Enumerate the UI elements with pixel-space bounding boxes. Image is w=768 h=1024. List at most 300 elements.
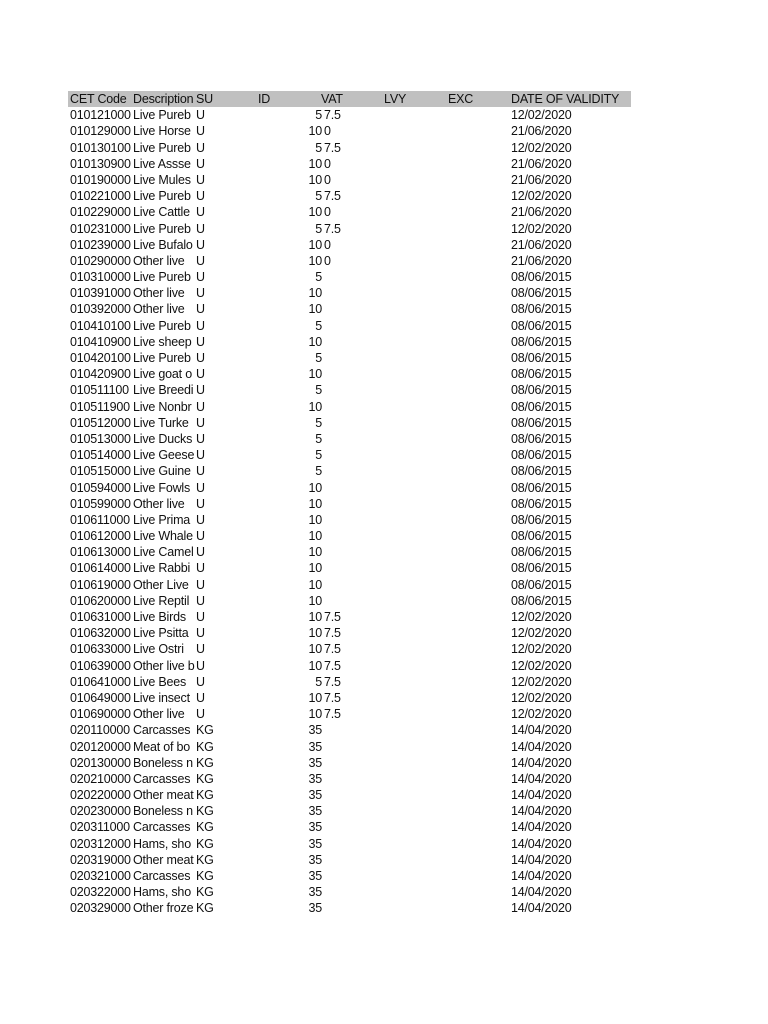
cell-vat: 7.5 bbox=[324, 674, 341, 689]
table-row bbox=[68, 577, 631, 593]
cell-description: Other live bbox=[133, 496, 185, 511]
cell-cet-code: 010514000 bbox=[70, 448, 131, 463]
table-row bbox=[68, 463, 631, 479]
cell-date-of-validity: 14/04/2020 bbox=[511, 771, 572, 786]
cell-date-of-validity: 08/06/2015 bbox=[511, 334, 572, 349]
cell-description: Live Assse bbox=[133, 156, 191, 171]
cell-su: U bbox=[196, 658, 205, 673]
cell-id: 10 bbox=[308, 367, 322, 382]
table-row bbox=[68, 819, 631, 835]
cell-id: 10 bbox=[308, 658, 322, 673]
cell-date-of-validity: 14/04/2020 bbox=[511, 836, 572, 851]
cell-id: 35 bbox=[308, 885, 322, 900]
cell-su: U bbox=[196, 415, 205, 430]
cell-id: 10 bbox=[308, 577, 322, 592]
cell-su: KG bbox=[196, 885, 214, 900]
table-row bbox=[68, 382, 631, 398]
cell-description: Carcasses bbox=[133, 869, 191, 883]
cell-description: Other meat bbox=[133, 852, 194, 867]
cell-date-of-validity: 12/02/2020 bbox=[511, 658, 572, 673]
cell-id: 35 bbox=[308, 836, 322, 851]
cell-id: 10 bbox=[308, 253, 322, 268]
cell-vat: 0 bbox=[324, 205, 331, 220]
cell-su: U bbox=[196, 593, 205, 608]
tariff-table bbox=[68, 91, 631, 917]
cell-description: Other Live bbox=[133, 577, 189, 592]
table-row bbox=[68, 560, 631, 576]
cell-su: KG bbox=[196, 836, 214, 851]
cell-su: U bbox=[196, 480, 205, 495]
cell-date-of-validity: 12/02/2020 bbox=[511, 707, 572, 722]
cell-date-of-validity: 08/06/2015 bbox=[511, 351, 572, 365]
cell-id: 35 bbox=[308, 869, 322, 883]
table-row bbox=[68, 431, 631, 447]
table-row bbox=[68, 739, 631, 755]
cell-cet-code: 020120000 bbox=[70, 739, 131, 754]
cell-date-of-validity: 12/02/2020 bbox=[511, 108, 572, 123]
cell-description: Live Guine bbox=[133, 464, 191, 479]
table-row bbox=[68, 900, 631, 916]
header-lvy: LVY bbox=[384, 92, 407, 106]
cell-id: 10 bbox=[308, 172, 322, 187]
cell-description: Live Pureb bbox=[133, 351, 191, 365]
table-row bbox=[68, 334, 631, 350]
cell-description: Live Pureb bbox=[133, 108, 191, 123]
table-row bbox=[68, 593, 631, 609]
cell-id: 10 bbox=[308, 156, 322, 171]
cell-date-of-validity: 12/02/2020 bbox=[511, 674, 572, 689]
cell-cet-code: 010130900 bbox=[70, 156, 131, 171]
cell-date-of-validity: 14/04/2020 bbox=[511, 901, 572, 916]
cell-description: Live Mules bbox=[133, 172, 191, 187]
cell-su: U bbox=[196, 399, 205, 414]
table-row bbox=[68, 755, 631, 771]
cell-id: 10 bbox=[308, 707, 322, 722]
cell-cet-code: 010641000 bbox=[70, 674, 131, 689]
table-row bbox=[68, 253, 631, 269]
cell-description: Live Bufalo bbox=[133, 237, 193, 252]
cell-su: U bbox=[196, 431, 205, 446]
cell-cet-code: 020210000 bbox=[70, 771, 131, 786]
cell-su: U bbox=[196, 253, 205, 268]
table-row bbox=[68, 318, 631, 334]
table-row bbox=[68, 674, 631, 690]
cell-description: Other meat bbox=[133, 788, 194, 803]
cell-id: 5 bbox=[315, 674, 322, 689]
cell-date-of-validity: 14/04/2020 bbox=[511, 723, 572, 738]
cell-date-of-validity: 08/06/2015 bbox=[511, 561, 572, 576]
cell-date-of-validity: 08/06/2015 bbox=[511, 318, 572, 333]
cell-date-of-validity: 21/06/2020 bbox=[511, 205, 572, 220]
table-row bbox=[68, 544, 631, 560]
table-row bbox=[68, 107, 631, 123]
cell-description: Live Fowls bbox=[133, 480, 191, 495]
cell-cet-code: 010511100 bbox=[70, 383, 129, 398]
cell-id: 35 bbox=[308, 804, 322, 819]
cell-description: Live Cattle bbox=[133, 205, 190, 220]
cell-description: Live Ducks bbox=[133, 431, 193, 446]
cell-description: Carcasses bbox=[133, 771, 191, 786]
cell-description: Other live bbox=[133, 286, 185, 301]
table-row bbox=[68, 221, 631, 237]
cell-cet-code: 010229000 bbox=[70, 205, 131, 220]
cell-su: U bbox=[196, 140, 205, 155]
header-description: Description bbox=[133, 92, 194, 106]
cell-cet-code: 010613000 bbox=[70, 545, 131, 560]
cell-su: U bbox=[196, 512, 205, 527]
cell-cet-code: 020321000 bbox=[70, 869, 131, 883]
cell-id: 35 bbox=[308, 820, 322, 835]
table-row bbox=[68, 787, 631, 803]
table-row bbox=[68, 447, 631, 463]
cell-id: 10 bbox=[308, 480, 322, 495]
cell-vat: 0 bbox=[324, 172, 331, 187]
cell-description: Other live bbox=[133, 253, 185, 268]
table-row bbox=[68, 237, 631, 253]
cell-description: Hams, sho bbox=[133, 885, 191, 900]
table-row bbox=[68, 366, 631, 382]
table-row bbox=[68, 658, 631, 674]
cell-description: Carcasses bbox=[133, 723, 191, 738]
header-exc: EXC bbox=[448, 92, 474, 106]
cell-id: 10 bbox=[308, 124, 322, 139]
table-row bbox=[68, 512, 631, 528]
cell-cet-code: 010310000 bbox=[70, 270, 131, 285]
table-row bbox=[68, 852, 631, 868]
cell-su: U bbox=[196, 156, 205, 171]
cell-date-of-validity: 21/06/2020 bbox=[511, 156, 572, 171]
cell-cet-code: 010221000 bbox=[70, 189, 131, 204]
cell-cet-code: 010619000 bbox=[70, 577, 131, 592]
cell-su: U bbox=[196, 610, 205, 624]
cell-cet-code: 010594000 bbox=[70, 480, 131, 495]
cell-description: Live Ostri bbox=[133, 642, 184, 657]
table-row bbox=[68, 884, 631, 900]
cell-date-of-validity: 08/06/2015 bbox=[511, 367, 572, 382]
table-row bbox=[68, 123, 631, 139]
cell-cet-code: 010620000 bbox=[70, 593, 131, 608]
cell-description: Live Birds bbox=[133, 610, 186, 624]
cell-description: Hams, sho bbox=[133, 836, 191, 851]
cell-id: 35 bbox=[308, 852, 322, 867]
cell-date-of-validity: 08/06/2015 bbox=[511, 431, 572, 446]
cell-cet-code: 010512000 bbox=[70, 415, 131, 430]
cell-su: U bbox=[196, 334, 205, 349]
table-row bbox=[68, 771, 631, 787]
cell-description: Live goat o bbox=[133, 367, 192, 382]
cell-su: U bbox=[196, 270, 205, 285]
cell-date-of-validity: 08/06/2015 bbox=[511, 270, 572, 285]
cell-vat: 7.5 bbox=[324, 221, 341, 236]
cell-date-of-validity: 12/02/2020 bbox=[511, 626, 572, 641]
cell-su: U bbox=[196, 561, 205, 576]
cell-date-of-validity: 08/06/2015 bbox=[511, 577, 572, 592]
cell-date-of-validity: 14/04/2020 bbox=[511, 869, 572, 883]
cell-date-of-validity: 08/06/2015 bbox=[511, 448, 572, 463]
table-row bbox=[68, 609, 631, 625]
table-row bbox=[68, 706, 631, 722]
cell-cet-code: 020312000 bbox=[70, 836, 131, 851]
cell-su: U bbox=[196, 351, 205, 365]
cell-su: U bbox=[196, 545, 205, 560]
cell-id: 35 bbox=[308, 739, 322, 754]
cell-cet-code: 010129000 bbox=[70, 124, 131, 139]
table-row bbox=[68, 690, 631, 706]
cell-date-of-validity: 14/04/2020 bbox=[511, 885, 572, 900]
table-row bbox=[68, 156, 631, 172]
cell-cet-code: 010410900 bbox=[70, 334, 131, 349]
cell-cet-code: 010392000 bbox=[70, 302, 131, 317]
header-cet-code: CET Code bbox=[70, 92, 127, 106]
cell-cet-code: 020220000 bbox=[70, 788, 131, 803]
cell-cet-code: 010391000 bbox=[70, 286, 131, 301]
cell-description: Live Whale bbox=[133, 529, 193, 544]
cell-id: 5 bbox=[315, 318, 322, 333]
cell-su: U bbox=[196, 286, 205, 301]
cell-su: U bbox=[196, 108, 205, 123]
cell-su: KG bbox=[196, 804, 214, 819]
cell-cet-code: 010612000 bbox=[70, 529, 131, 544]
cell-cet-code: 010611000 bbox=[70, 512, 130, 527]
table-row bbox=[68, 350, 631, 366]
cell-date-of-validity: 21/06/2020 bbox=[511, 172, 572, 187]
cell-date-of-validity: 08/06/2015 bbox=[511, 545, 572, 560]
table-body bbox=[68, 107, 631, 916]
table-row bbox=[68, 528, 631, 544]
cell-id: 10 bbox=[308, 512, 322, 527]
cell-cet-code: 010515000 bbox=[70, 464, 131, 479]
cell-su: KG bbox=[196, 901, 214, 916]
cell-vat: 7.5 bbox=[324, 108, 341, 123]
cell-description: Live Horse bbox=[133, 124, 191, 139]
cell-description: Live Breedi bbox=[133, 383, 194, 398]
cell-description: Live Geese bbox=[133, 448, 195, 463]
cell-date-of-validity: 14/04/2020 bbox=[511, 804, 572, 819]
cell-su: U bbox=[196, 318, 205, 333]
cell-id: 10 bbox=[308, 529, 322, 544]
cell-vat: 7.5 bbox=[324, 690, 341, 705]
cell-id: 10 bbox=[308, 399, 322, 414]
cell-cet-code: 010290000 bbox=[70, 253, 131, 268]
cell-description: Live Turke bbox=[133, 415, 189, 430]
cell-su: KG bbox=[196, 869, 214, 883]
cell-description: Live insect bbox=[133, 690, 190, 705]
cell-su: U bbox=[196, 496, 205, 511]
cell-date-of-validity: 08/06/2015 bbox=[511, 512, 572, 527]
cell-date-of-validity: 08/06/2015 bbox=[511, 383, 572, 398]
cell-cet-code: 010239000 bbox=[70, 237, 131, 252]
cell-description: Carcasses bbox=[133, 820, 191, 835]
cell-cet-code: 010190000 bbox=[70, 172, 131, 187]
cell-date-of-validity: 21/06/2020 bbox=[511, 253, 572, 268]
cell-cet-code: 010511900 bbox=[70, 399, 130, 414]
table-row bbox=[68, 204, 631, 220]
cell-date-of-validity: 08/06/2015 bbox=[511, 415, 572, 430]
cell-cet-code: 010633000 bbox=[70, 642, 131, 657]
cell-cet-code: 010410100 bbox=[70, 318, 131, 333]
table-row bbox=[68, 722, 631, 738]
cell-date-of-validity: 14/04/2020 bbox=[511, 852, 572, 867]
cell-id: 35 bbox=[308, 788, 322, 803]
cell-vat: 0 bbox=[324, 237, 331, 252]
cell-id: 10 bbox=[308, 642, 322, 657]
cell-date-of-validity: 12/02/2020 bbox=[511, 690, 572, 705]
cell-id: 5 bbox=[315, 431, 322, 446]
cell-description: Live Camel bbox=[133, 545, 194, 560]
cell-id: 5 bbox=[315, 270, 322, 285]
cell-id: 10 bbox=[308, 690, 322, 705]
cell-cet-code: 010599000 bbox=[70, 496, 131, 511]
cell-cet-code: 020230000 bbox=[70, 804, 131, 819]
header-id: ID bbox=[258, 92, 271, 106]
cell-date-of-validity: 12/02/2020 bbox=[511, 221, 572, 236]
cell-id: 5 bbox=[315, 140, 322, 155]
cell-id: 5 bbox=[315, 383, 322, 398]
cell-su: U bbox=[196, 302, 205, 317]
cell-id: 10 bbox=[308, 496, 322, 511]
cell-cet-code: 010130100 bbox=[70, 140, 131, 155]
table-row bbox=[68, 868, 631, 884]
cell-description: Live Reptil bbox=[133, 593, 190, 608]
table-row bbox=[68, 285, 631, 301]
cell-vat: 7.5 bbox=[324, 642, 341, 657]
cell-vat: 7.5 bbox=[324, 707, 341, 722]
cell-cet-code: 010690000 bbox=[70, 707, 131, 722]
cell-su: KG bbox=[196, 788, 214, 803]
cell-date-of-validity: 12/02/2020 bbox=[511, 140, 572, 155]
cell-cet-code: 020322000 bbox=[70, 885, 131, 900]
cell-cet-code: 020319000 bbox=[70, 852, 131, 867]
cell-date-of-validity: 12/02/2020 bbox=[511, 642, 572, 657]
cell-cet-code: 010121000 bbox=[70, 108, 131, 123]
cell-cet-code: 020329000 bbox=[70, 901, 131, 916]
cell-vat: 0 bbox=[324, 124, 331, 139]
cell-vat: 7.5 bbox=[324, 610, 341, 624]
cell-cet-code: 010231000 bbox=[70, 221, 131, 236]
cell-description: Live Bees bbox=[133, 674, 187, 689]
table-row bbox=[68, 836, 631, 852]
cell-vat: 7.5 bbox=[324, 626, 341, 641]
cell-su: KG bbox=[196, 771, 214, 786]
cell-id: 5 bbox=[315, 448, 322, 463]
cell-cet-code: 020311000 bbox=[70, 820, 130, 835]
cell-date-of-validity: 21/06/2020 bbox=[511, 237, 572, 252]
cell-id: 10 bbox=[308, 561, 322, 576]
table-row bbox=[68, 140, 631, 156]
cell-su: U bbox=[196, 529, 205, 544]
cell-description: Live Psitta bbox=[133, 626, 189, 641]
cell-su: KG bbox=[196, 755, 214, 770]
cell-date-of-validity: 14/04/2020 bbox=[511, 739, 572, 754]
cell-date-of-validity: 08/06/2015 bbox=[511, 286, 572, 301]
table-row bbox=[68, 625, 631, 641]
cell-cet-code: 010632000 bbox=[70, 626, 131, 641]
cell-id: 10 bbox=[308, 545, 322, 560]
cell-description: Live Pureb bbox=[133, 221, 191, 236]
table-row bbox=[68, 301, 631, 317]
cell-date-of-validity: 14/04/2020 bbox=[511, 820, 572, 835]
cell-cet-code: 010631000 bbox=[70, 610, 131, 624]
cell-description: Boneless n bbox=[133, 804, 193, 819]
cell-id: 5 bbox=[315, 189, 322, 204]
cell-id: 10 bbox=[308, 286, 322, 301]
cell-su: U bbox=[196, 577, 205, 592]
cell-su: U bbox=[196, 172, 205, 187]
cell-description: Boneless n bbox=[133, 755, 193, 770]
cell-date-of-validity: 14/04/2020 bbox=[511, 755, 572, 770]
cell-su: U bbox=[196, 690, 205, 705]
table-row bbox=[68, 641, 631, 657]
cell-description: Meat of bo bbox=[133, 739, 191, 754]
cell-id: 5 bbox=[315, 351, 322, 365]
cell-vat: 0 bbox=[324, 253, 331, 268]
table-header-row bbox=[68, 91, 631, 107]
header-date-of-validity: DATE OF VALIDITY bbox=[511, 92, 620, 106]
cell-su: U bbox=[196, 626, 205, 641]
cell-id: 10 bbox=[308, 302, 322, 317]
cell-description: Other live bbox=[133, 707, 185, 722]
table-row bbox=[68, 496, 631, 512]
cell-id: 5 bbox=[315, 464, 322, 479]
cell-su: U bbox=[196, 642, 205, 657]
cell-date-of-validity: 12/02/2020 bbox=[511, 610, 572, 624]
cell-id: 10 bbox=[308, 593, 322, 608]
cell-vat: 7.5 bbox=[324, 140, 341, 155]
cell-cet-code: 010614000 bbox=[70, 561, 131, 576]
cell-description: Live Pureb bbox=[133, 318, 191, 333]
cell-description: Live sheep bbox=[133, 334, 192, 349]
table-row bbox=[68, 803, 631, 819]
table-row bbox=[68, 415, 631, 431]
cell-id: 10 bbox=[308, 626, 322, 641]
cell-description: Live Pureb bbox=[133, 189, 191, 204]
cell-su: KG bbox=[196, 852, 214, 867]
cell-cet-code: 010649000 bbox=[70, 690, 131, 705]
cell-description: Other live b bbox=[133, 658, 195, 673]
cell-description: Other froze bbox=[133, 901, 194, 916]
cell-description: Live Rabbi bbox=[133, 561, 191, 576]
cell-date-of-validity: 08/06/2015 bbox=[511, 302, 572, 317]
cell-su: U bbox=[196, 189, 205, 204]
cell-date-of-validity: 21/06/2020 bbox=[511, 124, 572, 139]
cell-description: Live Pureb bbox=[133, 270, 191, 285]
cell-cet-code: 010420900 bbox=[70, 367, 131, 382]
cell-id: 35 bbox=[308, 723, 322, 738]
cell-cet-code: 010513000 bbox=[70, 431, 131, 446]
header-vat: VAT bbox=[321, 92, 343, 106]
cell-id: 35 bbox=[308, 901, 322, 916]
cell-id: 35 bbox=[308, 755, 322, 770]
cell-vat: 7.5 bbox=[324, 189, 341, 204]
cell-su: U bbox=[196, 464, 205, 479]
cell-description: Live Nonbr bbox=[133, 399, 192, 414]
cell-description: Live Pureb bbox=[133, 140, 191, 155]
cell-vat: 0 bbox=[324, 156, 331, 171]
cell-id: 5 bbox=[315, 108, 322, 123]
cell-date-of-validity: 08/06/2015 bbox=[511, 496, 572, 511]
cell-date-of-validity: 14/04/2020 bbox=[511, 788, 572, 803]
cell-vat: 7.5 bbox=[324, 658, 341, 673]
cell-su: U bbox=[196, 674, 205, 689]
cell-id: 10 bbox=[308, 205, 322, 220]
cell-id: 5 bbox=[315, 415, 322, 430]
cell-date-of-validity: 08/06/2015 bbox=[511, 480, 572, 495]
cell-su: U bbox=[196, 221, 205, 236]
cell-date-of-validity: 08/06/2015 bbox=[511, 593, 572, 608]
cell-description: Live Prima bbox=[133, 512, 191, 527]
cell-su: U bbox=[196, 124, 205, 139]
cell-su: U bbox=[196, 367, 205, 382]
